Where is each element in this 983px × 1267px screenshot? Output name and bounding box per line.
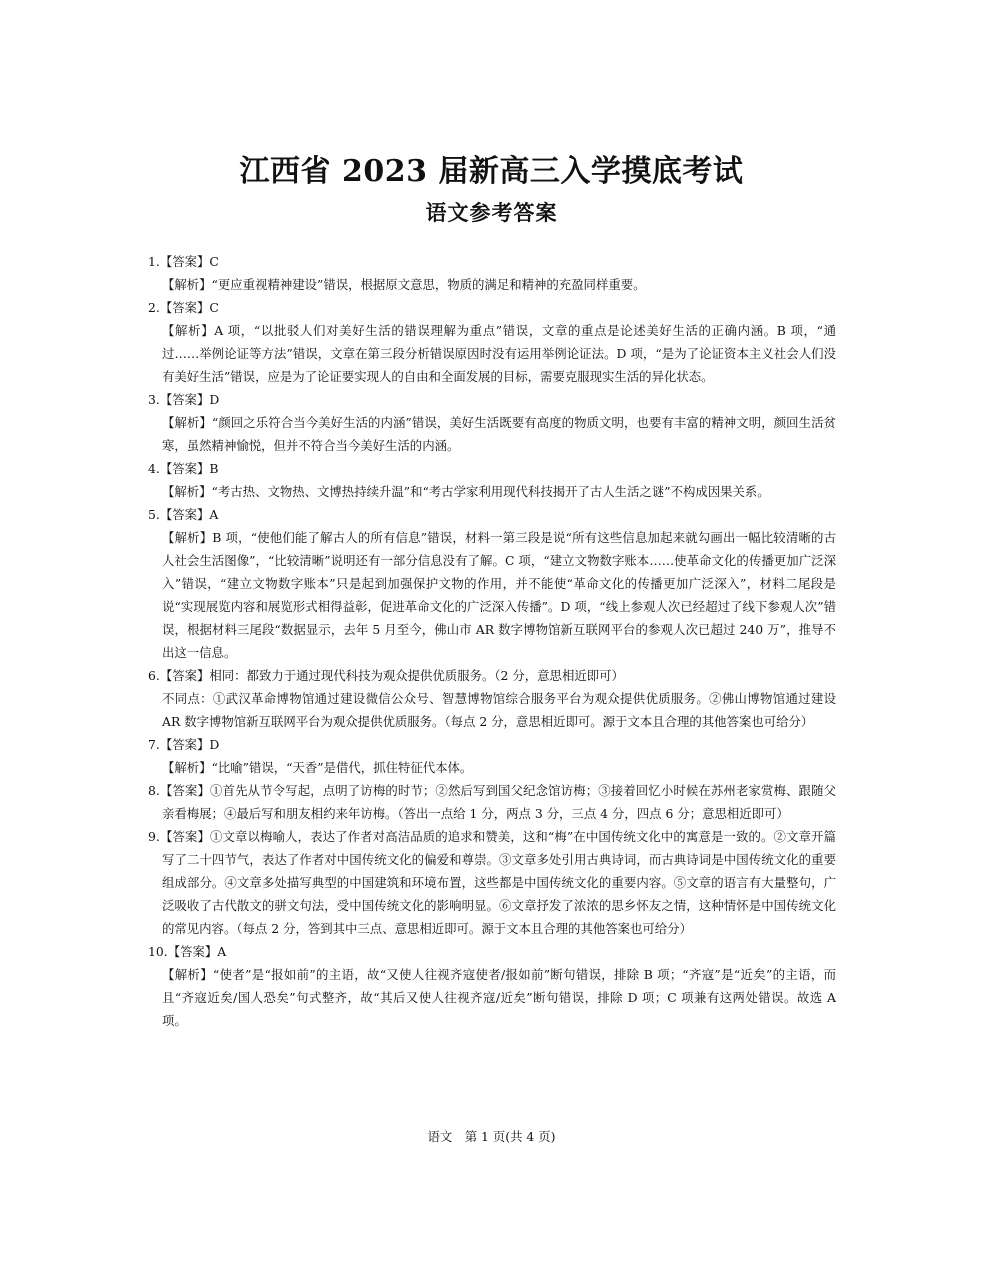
answer-analysis-7: 【解析】“比喻”错误，“天香”是借代，抓住特征代本体。 [162,760,473,775]
answer-head-7: 7.【答案】D [148,737,220,752]
answer-analysis-3: 【解析】“颜回之乐符合当今美好生活的内涵”错误，美好生活既要有高度的物质文明，也要有丰富的精神文明，颜回生活贫寒，虽然精神愉悦，但并不符合当今美好生活的内涵。 [162,415,836,453]
answer-item-10 [148,940,836,1032]
answer-head-8: 8.【答案】①首先从节令写起，点明了访梅的时节；②然后写到国父纪念馆访梅；③接着回忆小时候在苏州老家赏梅、跟随父亲看梅展；④最后写和朋友相约来年访梅。（答出一点给 1 分，两点 3 分，三点 4 分，四点 6 分；意思相近即可） [148,783,836,821]
answer-item-7 [148,733,836,779]
answer-analysis-5: 【解析】B 项，“使他们能了解古人的所有信息”错误，材料一第三段是说“所有这些信息加起来就勾画出一幅比较清晰的古人社会生活图像”，“比较清晰”说明还有一部分信息没有了解。C 项，“建立文物数字账本……使革命文化的传播更加广泛深入”错误，“建立文物数字账本”只是起到加强保护文物的作用，并不能使“革命文化的传播更加广泛深入”，材料二尾段是说“实现展览内容和展览形式相得益彰，促进革命文化的广泛深入传播”。D 项，“线上参观人次已经超过了线下参观人次”错误，根据材料三尾段“数据显示，去年 5 月至今，佛山市 AR 数字博物馆新互联网平台的参观人次已超过 240 万”，推导不出这一信息。 [162,530,836,660]
answer-item-2 [148,296,836,388]
answer-item-8 [148,779,836,825]
answer-item-3 [148,388,836,457]
answer-head-3: 3.【答案】D [148,392,220,407]
answer-head-9: 9.【答案】①文章以梅喻人，表达了作者对高洁品质的追求和赞美，这和“梅”在中国传统文化中的寓意是一致的。②文章开篇写了二十四节气，表达了作者对中国传统文化的偏爱和尊崇。③文章多处引用古典诗词，而古典诗词是中国传统文化的重要组成部分。④文章多处描写典型的中国建筑和环境布置，这些都是中国传统文化的重要内容。⑤文章的语言有大量整句，广泛吸收了古代散文的骈文句法，受中国传统文化的影响明显。⑥文章抒发了浓浓的思乡怀友之情，这种情怀是中国传统文化的常见内容。（每点 2 分，答到其中三点、意思相近即可。源于文本且合理的其他答案也可给分） [148,829,836,936]
answer-analysis-1: 【解析】“更应重视精神建设”错误，根据原文意思，物质的满足和精神的充盈同样重要。 [162,277,646,292]
answer-item-4 [148,457,836,503]
answer-item-1 [148,250,836,296]
answer-head-10: 10.【答案】A [148,944,227,959]
answer-head-5: 5.【答案】A [148,507,219,522]
page-subtitle: 语文参考答案 [425,200,558,225]
answer-head-1: 1.【答案】C [148,254,219,269]
answer-head-6: 6.【答案】相同：都致力于通过现代科技为观众提供优质服务。（2 分，意思相近即可） [148,668,624,683]
answer-list [148,250,836,1032]
answer-analysis-10: 【解析】“使者”是“报如前”的主语，故“又使人往视齐寇使者/报如前”断句错误，排除 B 项；“齐寇”是“近矣”的主语，而且“齐寇近矣/国人恐矣”句式整齐，故“其后又使人往视齐寇/近矣”断句错误，排除 D 项；C 项兼有这两处错误。故选 A 项。 [162,967,836,1028]
answer-analysis-4: 【解析】“考古热、文物热、文博热持续升温”和“考古学家利用现代科技揭开了古人生活之谜”不构成因果关系。 [162,484,770,499]
answer-head-2: 2.【答案】C [148,300,219,315]
answer-analysis-6: 不同点：①武汉革命博物馆通过建设微信公众号、智慧博物馆综合服务平台为观众提供优质服务。②佛山博物馆通过建设 AR 数字博物馆新互联网平台为观众提供优质服务。（每点 2 分，意思相近即可。源于文本且合理的其他答案也可给分） [162,691,836,729]
page-footer: 语文 第 1 页(共 4 页) [427,1129,556,1144]
answer-head-4: 4.【答案】B [148,461,219,476]
answer-item-9 [148,825,836,940]
answer-item-5 [148,503,836,664]
answer-analysis-2: 【解析】A 项，“以批驳人们对美好生活的错误理解为重点”错误，文章的重点是论述美好生活的正确内涵。B 项，“通过……举例论证等方法”错误，文章在第三段分析错误原因时没有运用举例论证法。D 项，“是为了论证资本主义社会人们没有美好生活”错误，应是为了论证要实现人的自由和全面发展的目标，需要克服现实生活的异化状态。 [162,323,836,384]
answer-item-6 [148,664,836,733]
page-title: 江西省 2023 届新高三入学摸底考试 [239,154,744,189]
